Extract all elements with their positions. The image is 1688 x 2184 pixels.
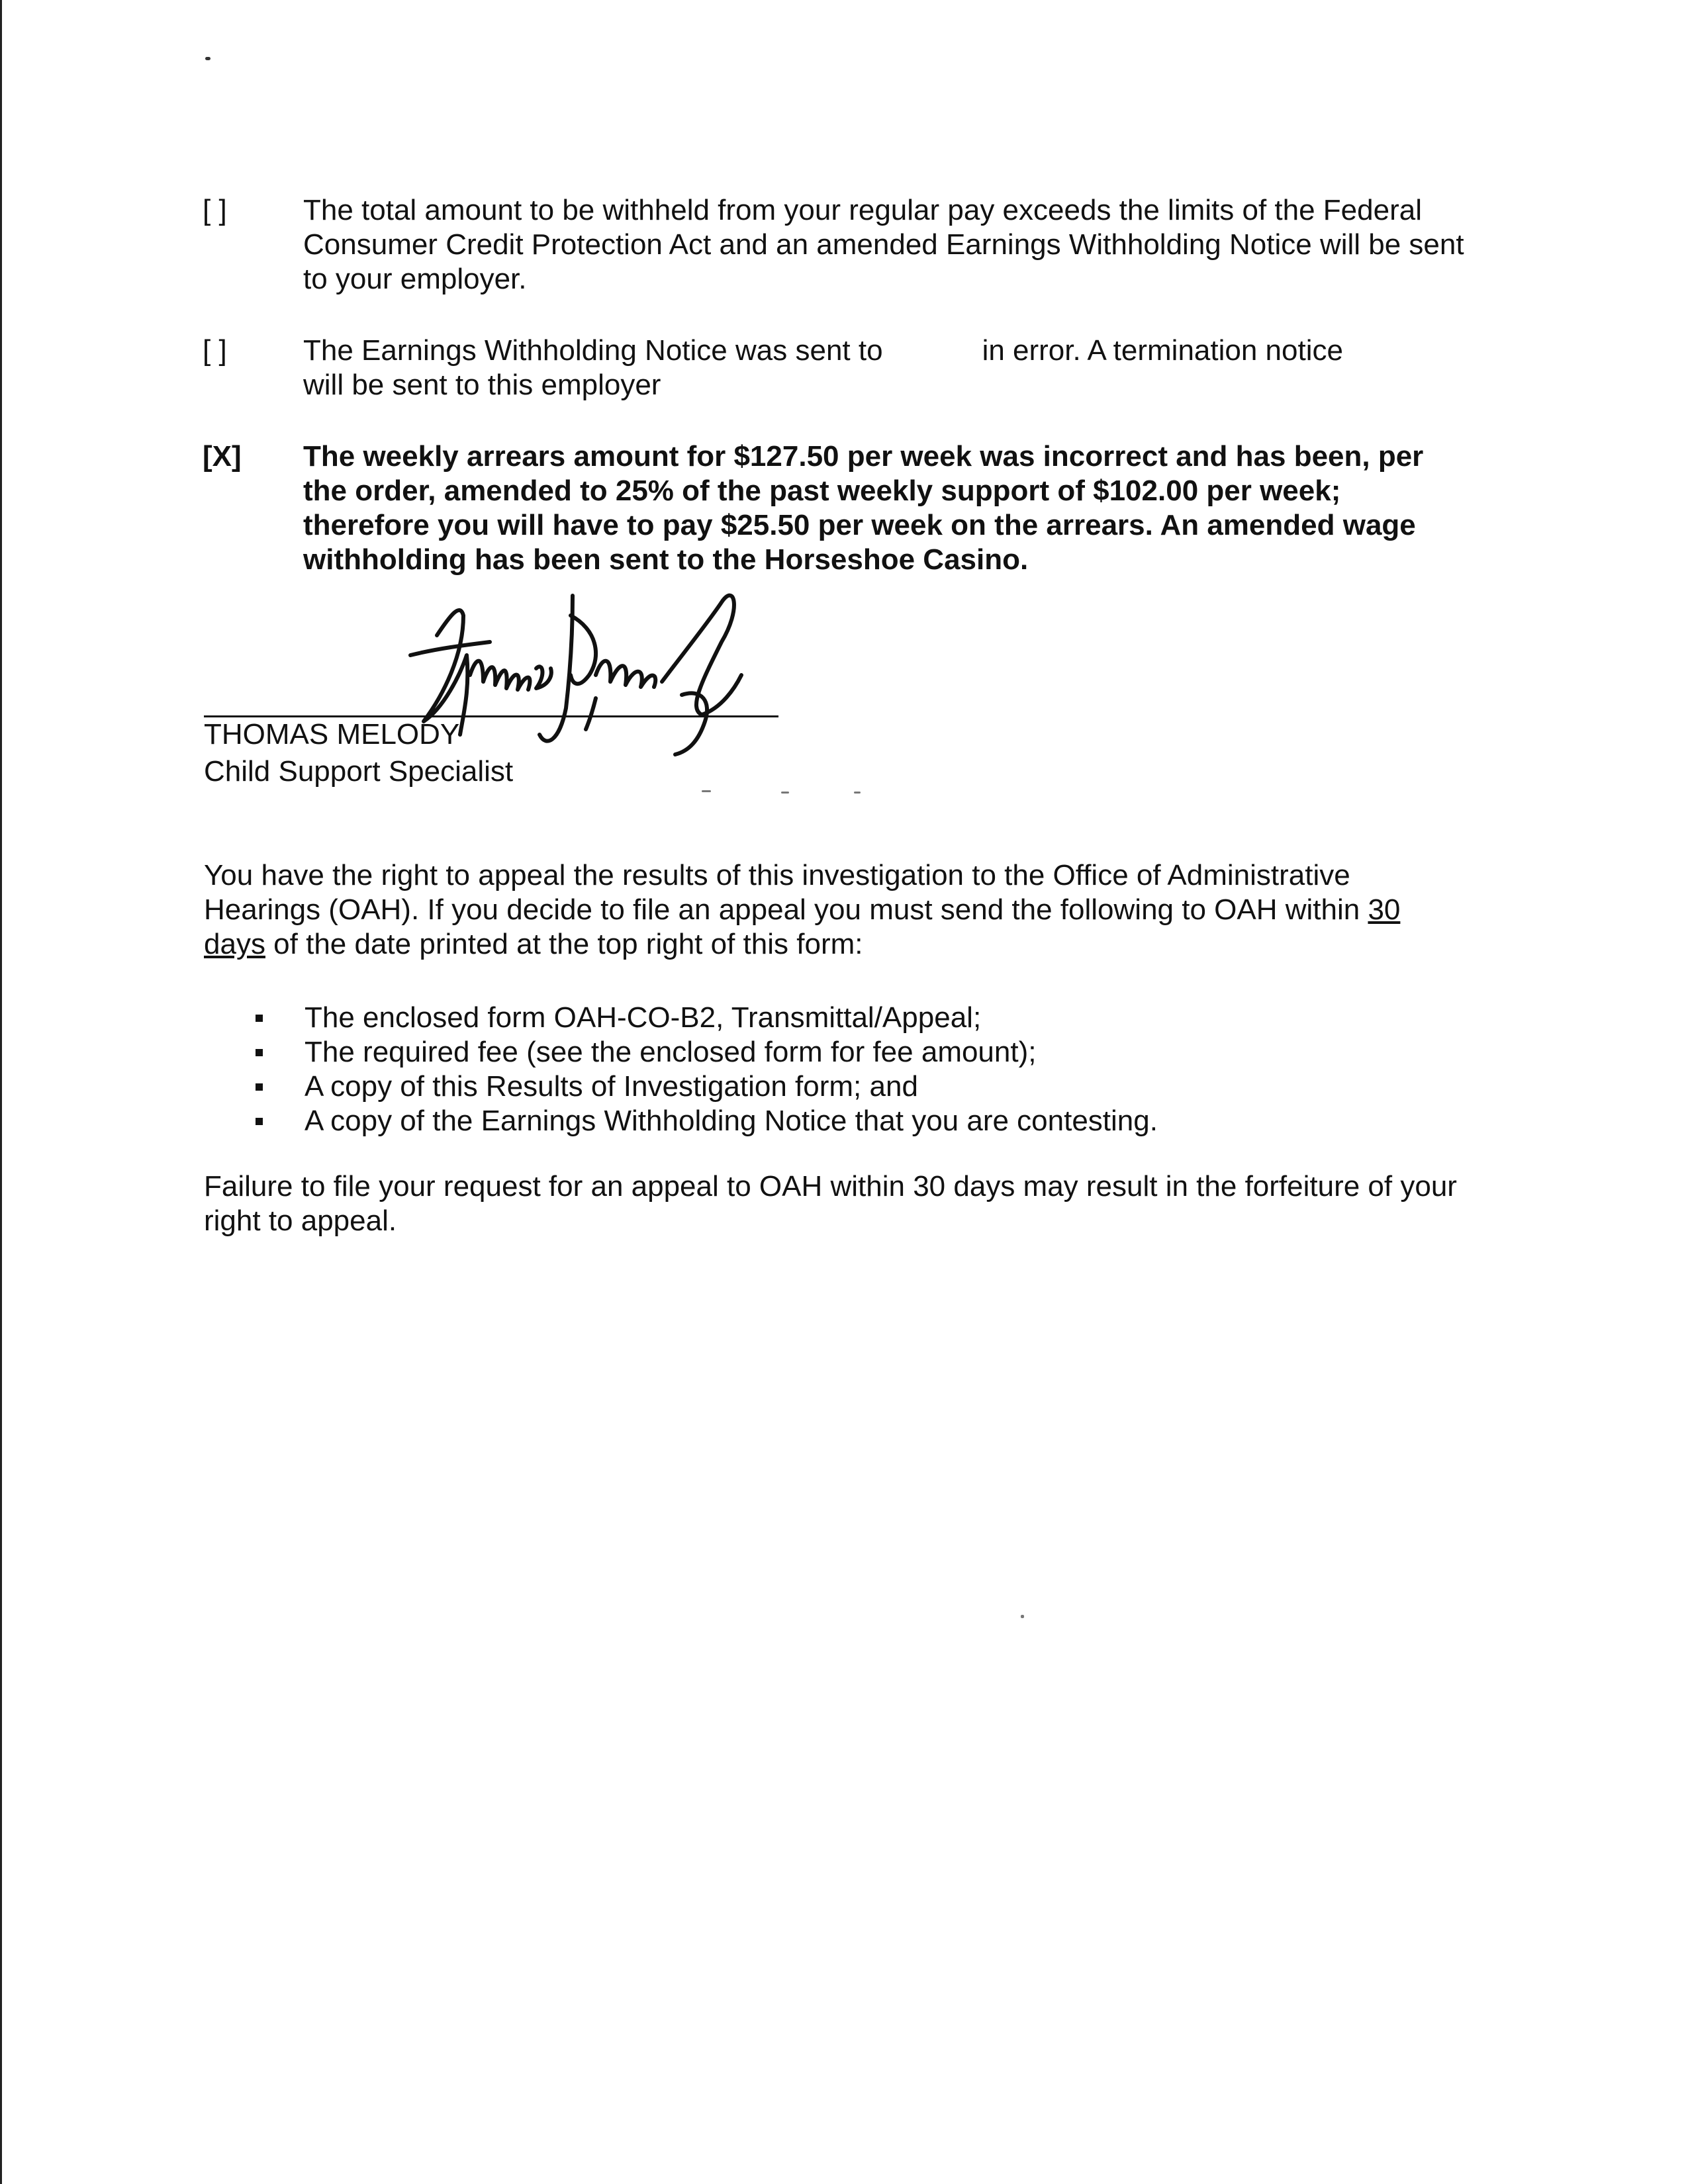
signer-block [204, 717, 513, 792]
scan-speck [1021, 1615, 1024, 1618]
list-item: A copy of this Results of Investigation form; and [204, 1069, 1508, 1104]
forfeiture-notice: Failure to file your request for an appeal to OAH within 30 days may result in the forfeiture of your right to appeal. [204, 1170, 1457, 1237]
scan-speck [781, 792, 789, 794]
signer-title: Child Support Specialist [204, 755, 514, 788]
item-text: The weekly arrears amount for $127.50 per week was incorrect and has been, per the order, amended to 25% of the past weekly support of $102.00 per week; therefore you will have to pay $25.50 per week on the arrears. An amended wage withholding has been sent to the Horseshoe Casino. [303, 440, 1424, 576]
item-text: The total amount to be withheld from your regular pay exceeds the limits of the Federal Consumer Credit Protection Act and an amended Earnings Withholding Notice will be sent to your employer. [303, 194, 1464, 295]
bullet-icon [256, 1049, 263, 1056]
list-item: The enclosed form OAH-CO-B2, Transmittal/Appeal; [204, 1001, 1508, 1035]
bullet-icon [256, 1083, 263, 1091]
scan-speck [854, 792, 861, 794]
list-item: The required fee (see the enclosed form for fee amount); [204, 1035, 1508, 1069]
checkbox-marker: [ ] [203, 194, 227, 226]
item-text: The Earnings Withholding Notice was sent to in error. A termination notice will be sent to this employer [303, 334, 1343, 401]
bullet-icon [256, 1015, 263, 1022]
scan-edge [0, 0, 2, 2184]
appeal-paragraph: You have the right to appeal the results of this investigation to the Office of Administrative Hearings (OAH). If you decide to file an appeal you must send the following to OAH within 30 days of the date printed at the top right of this form: [204, 859, 1401, 960]
scan-speck [702, 790, 711, 792]
scan-speck [205, 57, 211, 60]
bullet-icon [256, 1118, 263, 1125]
checkbox-marker-checked: [X] [203, 440, 242, 473]
appeal-requirements-list [204, 1001, 1508, 1138]
signer-name: THOMAS MELODY [204, 718, 460, 751]
list-item: A copy of the Earnings Withholding Notice that you are contesting. [204, 1104, 1508, 1138]
checkbox-marker: [ ] [203, 334, 227, 367]
